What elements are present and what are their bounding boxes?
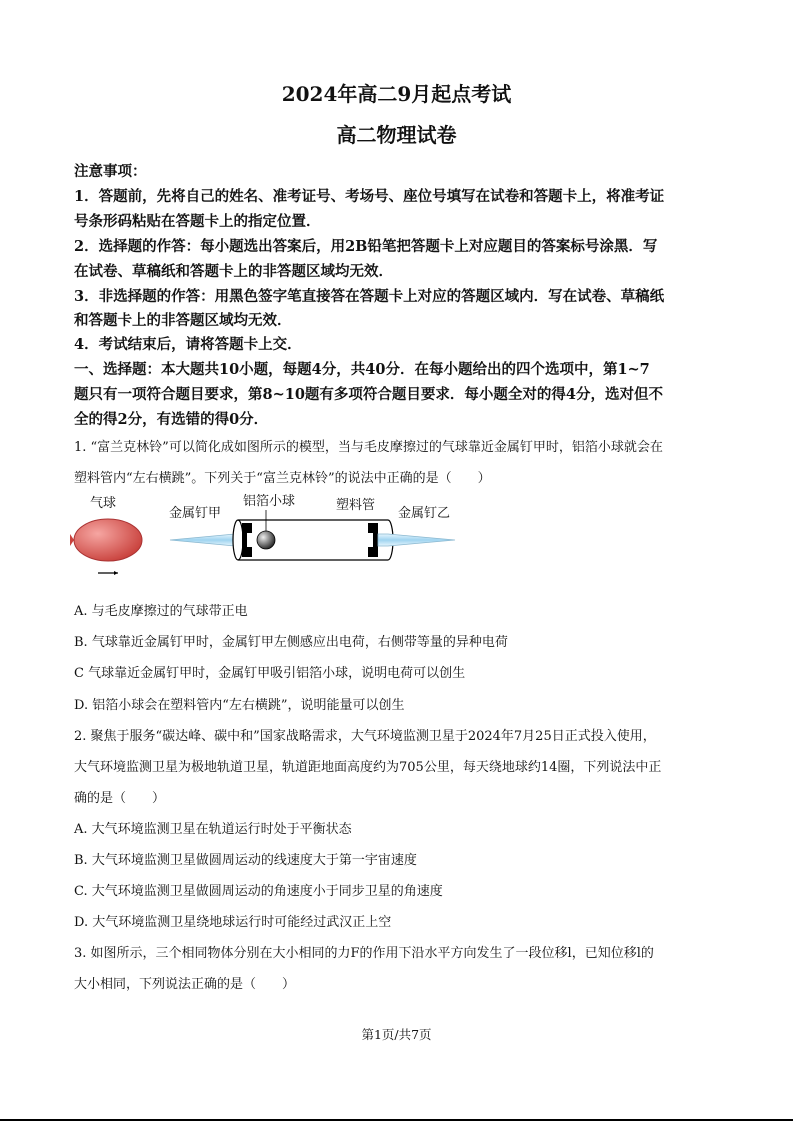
balloon-icon: [70, 519, 142, 561]
diagram-label-nail-b: 金属钉乙: [398, 506, 451, 521]
notice-line: 在试卷、草稿纸和答题卡上的非答题区域均无效．: [74, 263, 393, 280]
section-heading: 题只有一项符合题目要求，第8~10题有多项符合题目要求．每小题全对的得4分，选对但不: [74, 386, 664, 403]
section-heading: 一、选择题：本大题共10小题，每题4分，共40分．在每小题给出的四个选项中，第1~7: [74, 361, 650, 378]
q2-stem: 确的是（ ）: [74, 791, 166, 806]
notice-heading: 注意事项：: [74, 163, 147, 180]
q1-option-a: A. 与毛皮摩擦过的气球带正电: [74, 604, 248, 619]
nail-b-icon: [378, 534, 455, 546]
section-heading: 全的得2分，有选错的得0分．: [74, 411, 269, 428]
q1-stem: 1. “富兰克林铃”可以简化成如图所示的模型，当与毛皮摩擦过的气球靠近金属钉甲时，铝箔小球就会在: [74, 440, 663, 455]
page-number: 第1页/共7页: [361, 1027, 432, 1042]
q3-stem: 大小相同，下列说法正确的是（ ）: [74, 977, 296, 992]
q1-stem: 塑料管内“左右横跳”。下列关于“富兰克林铃”的说法中正确的是（ ）: [74, 471, 491, 486]
q2-stem: 2. 聚焦于服务“碳达峰、碳中和”国家战略需求，大气环境监测卫星于2024年7月25日正式投入使用，: [74, 729, 656, 744]
q3-stem: 3. 如图所示，三个相同物体分别在大小相同的力F的作用下沿水平方向发生了一段位移l，已知位移l的: [74, 946, 654, 961]
diagram-label-balloon: 气球: [90, 496, 117, 511]
notice-line: 4．考试结束后，请将答题卡上交．: [74, 336, 302, 353]
foil-ball-icon: [257, 531, 275, 549]
exam-title: 2024年高二9月起点考试: [281, 82, 512, 106]
q1-option-c: C 气球靠近金属钉甲时，金属钉甲吸引铝箔小球，说明电荷可以创生: [74, 666, 466, 681]
q2-option-c: C. 大气环境监测卫星做圆周运动的角速度小于同步卫星的角速度: [74, 884, 443, 899]
diagram-label-tube: 塑料管: [336, 498, 376, 513]
notice-line: 3．非选择题的作答：用黑色签字笔直接答在答题卡上对应的答题区域内．写在试卷、草稿纸: [74, 288, 665, 305]
q2-option-d: D. 大气环境监测卫星绕地球运行时可能经过武汉正上空: [74, 915, 392, 930]
q1-option-d: D. 铝箔小球会在塑料管内“左右横跳”，说明能量可以创生: [74, 698, 405, 713]
notice-line: 号条形码粘贴在答题卡上的指定位置．: [74, 213, 321, 230]
notice-line: 和答题卡上的非答题区域均无效．: [74, 312, 292, 329]
q2-stem: 大气环境监测卫星为极地轨道卫星，轨道距地面高度约为705公里，每天绕地球约14圈，下列说法中正: [74, 760, 662, 775]
q2-option-a: A. 大气环境监测卫星在轨道运行时处于平衡状态: [74, 822, 352, 837]
page-bottom-rule: [0, 1119, 793, 1121]
q2-option-b: B. 大气环境监测卫星做圆周运动的线速度大于第一宇宙速度: [74, 853, 417, 868]
diagram-label-nail-a: 金属钉甲: [169, 506, 222, 521]
diagram-label-ball: 铝箔小球: [243, 494, 296, 509]
notice-line: 2．选择题的作答：每小题选出答案后，用2B铅笔把答题卡上对应题目的答案标号涂黑．写: [74, 238, 658, 255]
notice-line: 1．答题前，先将自己的姓名、准考证号、考场号、座位号填写在试卷和答题卡上，将准考证: [74, 188, 665, 205]
exam-subtitle: 高二物理试卷: [336, 123, 457, 147]
q1-option-b: B. 气球靠近金属钉甲时，金属钉甲左侧感应出电荷，右侧带等量的异种电荷: [74, 635, 508, 650]
